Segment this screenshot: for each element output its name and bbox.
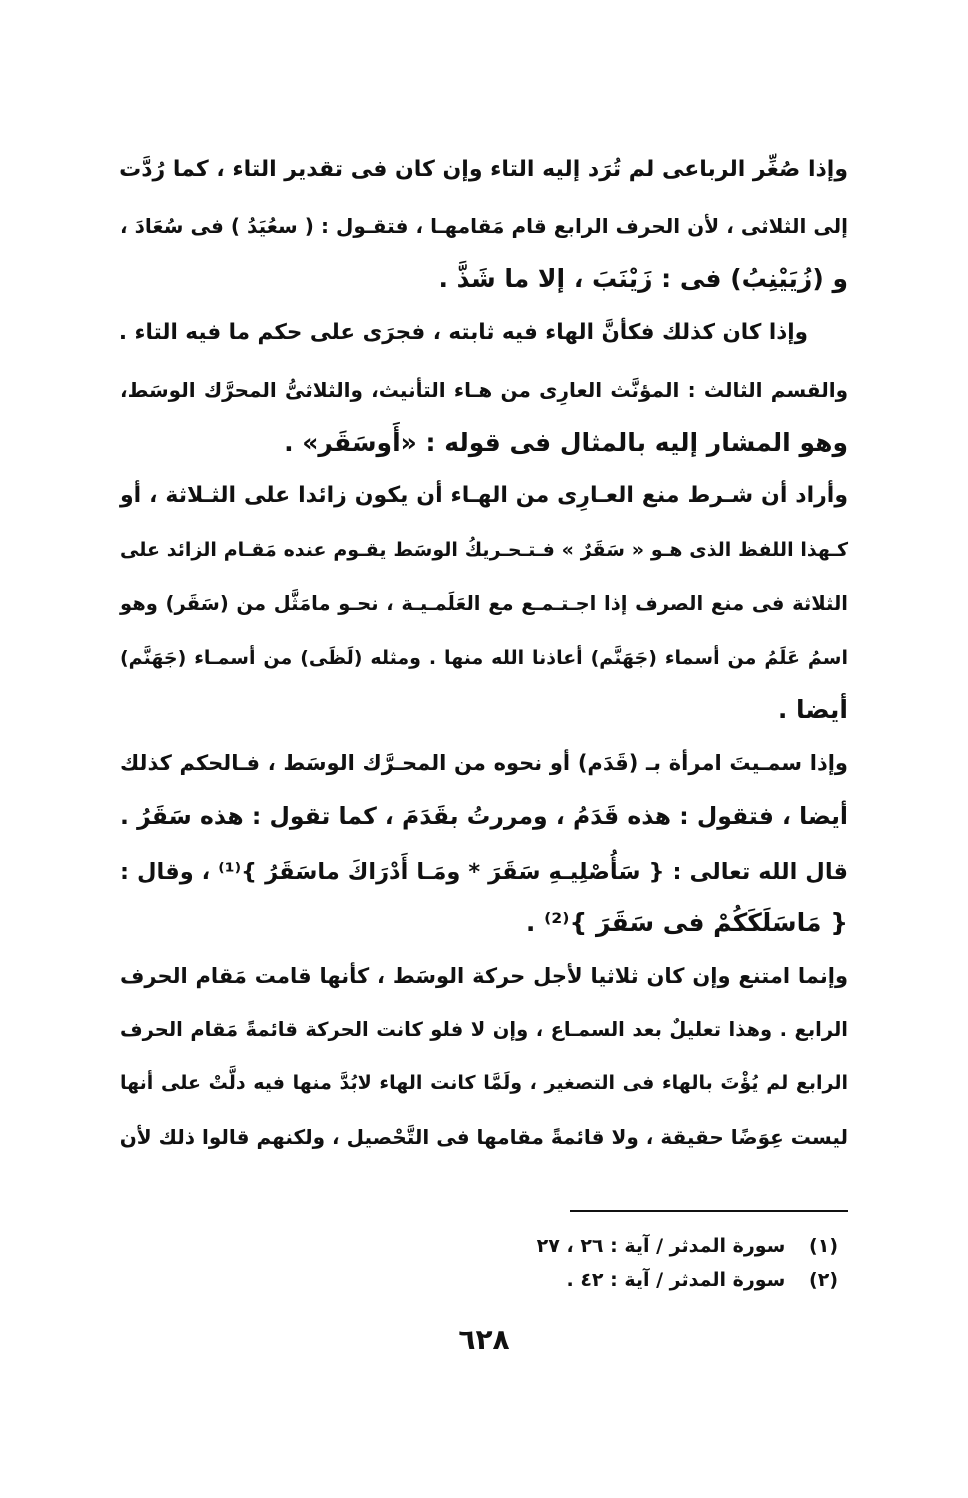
text-line-18: الرابع لم يُؤْتَ بالهاء فى التصغير ، ولَمَّا كانت الهاء لابُدَّ منها فيه دلَّتْ على أنها <box>120 1072 848 1094</box>
text-line-10: اسمُ عَلَمُ من أسماء (جَهَنَّم) أعاذنا الله منها . ومثله (لَظَى) من أسمـاء (جَهَنَّم) <box>120 647 848 669</box>
text-line-7: وأراد أن شـرط منع العـارِى من الهـاء أن يكون زائدا على الثـلاثة ، أو <box>120 483 848 508</box>
footnote-text: سورة المدثر / آية : ٤٢ . <box>566 1269 786 1291</box>
text-line-6: وهو المشار إليه بالمثال فى قوله : «أَوسَقَر» . <box>284 428 848 457</box>
text-line-13: أيضا ، فتقول : هذه قَدَمُ ، ومررتُ بقَدَمَ ، كما تقول : هذه سَقَرُ . <box>120 802 848 830</box>
text-line-19: ليست عِوَضًا حقيقة ، ولا قائمةً مقامها فى التَّحْصيل ، ولكنهم قالوا ذلك لأن <box>119 1125 848 1149</box>
footnote-text: سورة المدثر / آية : ٢٦ ، ٢٧ <box>536 1235 786 1257</box>
text-line-8: كـهذا اللفظ الذى هـو « سَقَرٌ » فـتـحـريكُ الوسَط يقـوم عنده مَقـام الزائد على <box>120 539 848 561</box>
text-line-1: وإذا صُغِّر الرباعى لم تُرَد إليه التاء وإن كان فى تقدير التاء ، كما رُدَّت <box>119 157 848 182</box>
footnote-separator <box>570 1210 848 1212</box>
text-line-12: وإذا سمـيتَ امرأة بـ (قَدَم) أو نحوه من المحـرَّك الوسَط ، فـالحكم كذلك <box>120 751 848 775</box>
text-line-4: وإذا كان كذلك فكأنَّ الهاء فيه ثابته ، فجرَى على حكم ما فيه التاء . <box>118 320 808 345</box>
text-line-2: إلى الثلاثى ، لأن الحرف الرابع قام مَقامهـا ، فتقـول : ( سعُيَدُ ) فى سُعَادَ ، <box>120 214 848 238</box>
text-line-3: و (زُيَيْنِبُ) فى : زَيْنَبَ ، إلا ما شَذَّ . <box>438 264 848 293</box>
text-line-11: أيضا . <box>777 695 848 724</box>
text-line-14: قال الله تعالى : { سَأُصْلِيـهِ سَقَرَ * ومَـا أَدْرَاكَ ماسَقَرُ }⁽¹⁾ ، وقال : <box>120 859 848 885</box>
footnote-2 <box>566 1266 838 1294</box>
text-line-16: وإنما امتنع وإن كان ثلاثيا لأجل حركة الوسَط ، كأنها قامت مَقام الحرف <box>120 964 848 988</box>
footnote-number: (١) <box>809 1235 838 1257</box>
text-line-15: { مَاسَلَكَكُمْ فى سَقَرَ }⁽²⁾ . <box>525 908 848 937</box>
footnote-1 <box>537 1232 838 1260</box>
text-line-9: الثلاثة فى منع الصرف إذا اجـتـمـع مع العَلَمـيـة ، نحـو مامَثَّل من (سَقَر) وهو <box>120 592 848 615</box>
text-line-5: والقسم الثالث : المؤنَّث العارِى من هـاء التأنيث، والثلاثىُّ المحرَّك الوسَط، <box>120 378 848 402</box>
text-line-17: الرابع . وهذا تعليلٌ بعد السمـاع ، وإن لا فلو كانت الحركة قائمةً مَقام الحرف <box>120 1018 848 1041</box>
footnote-number: (٢) <box>809 1269 838 1291</box>
page-number: ٦٢٨ <box>458 1323 510 1356</box>
